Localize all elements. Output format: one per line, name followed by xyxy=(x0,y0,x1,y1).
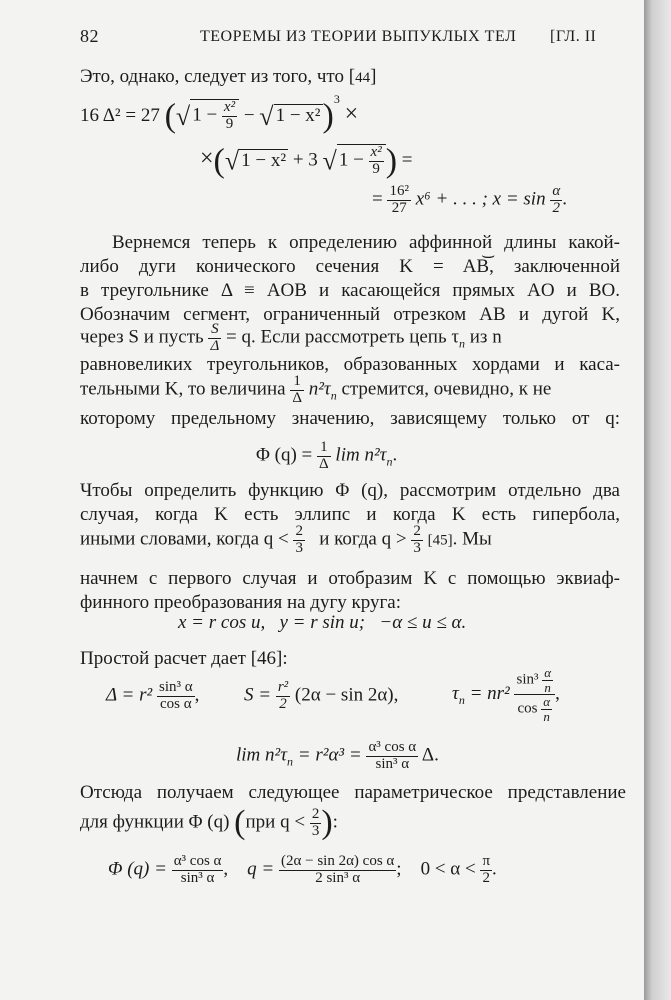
paragraph-intro xyxy=(80,64,376,91)
paragraph-2-line-4: Обозначим сегмент, ограниченный отрезком AB и дугой K, xyxy=(80,304,620,325)
running-title: ТЕОРЕМЫ ИЗ ТЕОРИИ ВЫПУКЛЫХ ТЕЛ xyxy=(200,28,517,45)
paragraph-2-line-5: через S и пусть $\frac{S}{\Delta}$ = q. Если рассмотреть цепь $\tau_n$ из n xyxy=(80,321,502,354)
equation-5: $\lim n^2\tau_n = r^2\alpha^3$ = $\frac{\text{α³ cos α}}{\text{sin³ α}}$ Δ. xyxy=(236,739,439,772)
eq1-radical-3: 1 − x² xyxy=(241,149,287,171)
paragraph-3-line-4: начнем с первого случая и отобразим K с помощью эквиаф- xyxy=(80,568,620,589)
intro-text: Это, однако, следует из того, что [ xyxy=(80,66,356,87)
citation-44: 44 xyxy=(355,70,371,86)
equation-3: x = r cos u, y = r sin u; −α ≤ u ≤ α. xyxy=(178,612,467,633)
equation-4-tau: $\tau_n = nr^2$ sin³ $\frac{\alpha}{n}$ cos $\frac{\alpha}{n}$ , xyxy=(452,665,560,724)
eq1-cube-exponent: 3 xyxy=(333,92,340,106)
paragraph-2-line-7: тельными K, то величина $\frac{1}{\Delta}$ $n^2\tau_n$ стремится, очевидно, к не xyxy=(80,373,552,406)
eq1-radical-2: 1 − x² xyxy=(275,105,321,126)
eq1-lhs: 16 Δ² = 27 xyxy=(80,105,160,126)
eq1-times: × xyxy=(344,101,359,127)
paragraph-2-line-1: Вернемся теперь к определению аффинной длины какой- xyxy=(112,232,620,253)
paragraph-3-line-3: иными словами, когда q < $\frac{2}{3}$ и когда q > $\frac{2}{3}$ [45]. Мы xyxy=(80,523,492,556)
eq1-radical-4: 1 − $\frac{\text{x²}}{9}$ xyxy=(337,144,386,178)
paragraph-2-line-8: которому предельному значению, зависящему только от q: xyxy=(80,408,620,429)
equation-1-line-1: 16 Δ² = 27 (√ 1 − $\frac{\text{x²}}{9}$ − √ 1 − x²)$^3$ × xyxy=(80,92,359,135)
equation-1-line-2: ×(√ 1 − x² + 3 √ 1 − $\frac{\text{x²}}{9}$ ) = xyxy=(200,142,413,180)
citation-close: ] xyxy=(370,66,377,87)
paragraph-2-line-6: равновеликих треугольников, образованных хордами и каса- xyxy=(80,354,620,375)
paragraph-3-line-5: финного преобразования на дугу круга: xyxy=(80,592,402,613)
eq1-radical-1: 1 − $\frac{\text{x²}}{9}$ xyxy=(190,99,239,133)
paragraph-5-line-1: Отсюда получаем следующее параметрическое представление xyxy=(80,782,626,803)
equation-4-delta: Δ = r² $\frac{\text{sin³ α}}{\text{cos α}}$ , xyxy=(106,679,200,712)
paragraph-5-line-2: для функции Φ (q) (при q < $\frac{2}{3}$ ): xyxy=(80,804,338,841)
equation-1-line-3: = $\frac{\text{16²}}{27}$ x⁶ + . . . ; x = sin $\frac{\alpha}{2}$ . xyxy=(372,183,567,216)
paragraph-3-line-2: случая, когда K есть эллипс и когда K есть гипербола, xyxy=(80,504,620,525)
paragraph-4: Простой расчет дает [46]: xyxy=(80,648,288,669)
paragraph-3-line-1: Чтобы определить функцию Φ (q), рассмотрим отдельно два xyxy=(80,480,620,501)
chapter-marker: [ГЛ. II xyxy=(550,28,597,45)
page-edge-shadow xyxy=(644,0,671,1000)
citation-45: [45] xyxy=(427,532,453,549)
equation-2: Φ (q) = $\frac{1}{\Delta}$ $\lim n^2\tau_n$. xyxy=(256,439,398,472)
paragraph-2-line-2: либо дуги конического сечения K = AB͝, заключенной xyxy=(80,256,620,277)
paragraph-2-line-3: в треугольнике Δ ≡ AOB и касающейся прямых AO и BO. xyxy=(80,280,620,301)
equation-6: Φ (q) = $\frac{\text{α³ cos α}}{\text{sin³ α}}$ , q = $\frac{\text{(2α − sin 2α) cos α}}{\text{2 sin³ α}}$ ; 0 < α < $\frac{\pi}{2}$ . xyxy=(108,853,497,886)
page-number: 82 xyxy=(80,26,99,46)
equation-4-s: S = $\frac{\text{r²}}{2}$ (2α − sin 2α), xyxy=(244,679,399,712)
